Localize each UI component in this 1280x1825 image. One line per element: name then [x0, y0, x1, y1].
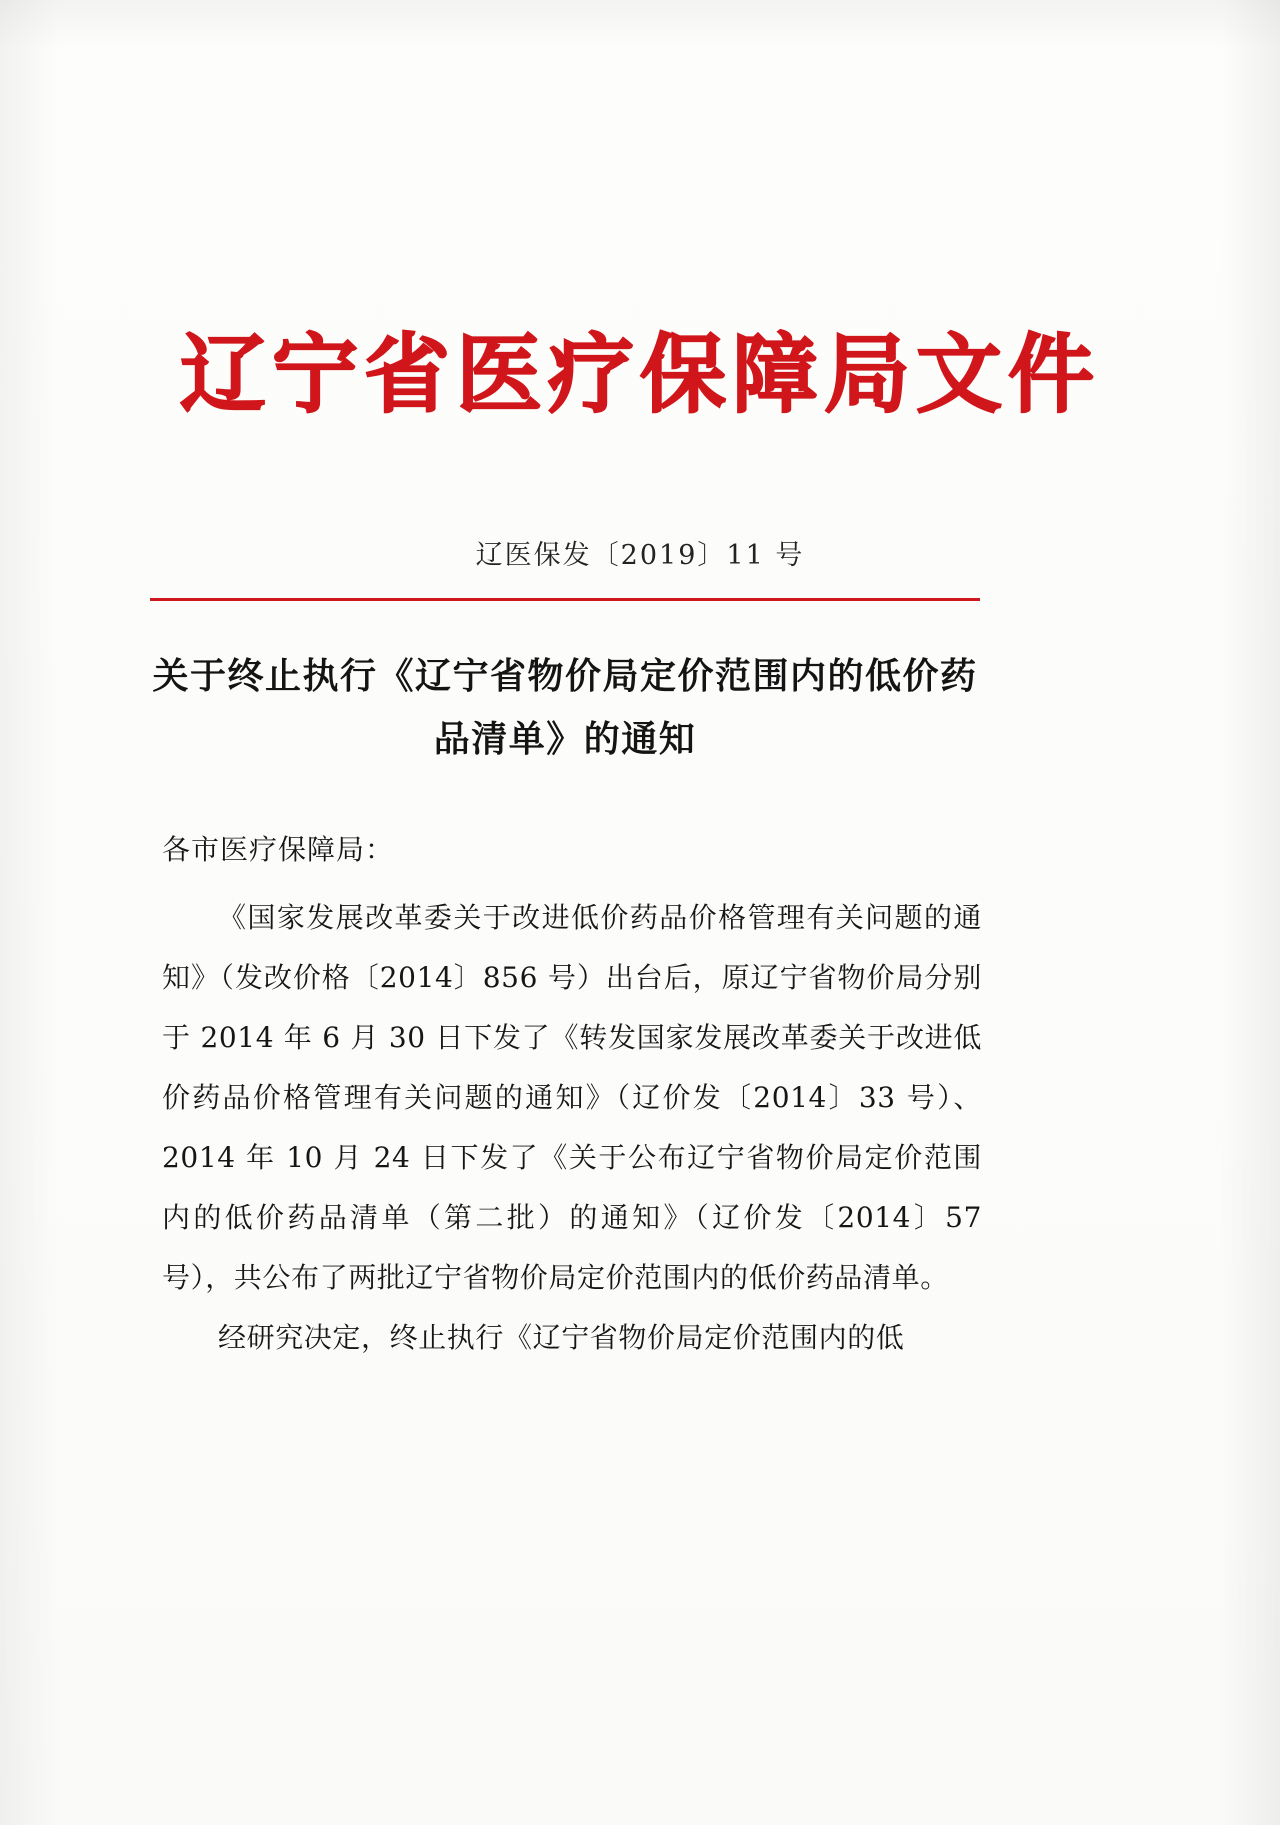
page-title: 关于终止执行《辽宁省物价局定价范围内的低价药品清单》的通知: [152, 655, 978, 760]
scan-edge-shadow-top: [0, 0, 1280, 50]
red-divider-rule: [150, 598, 980, 601]
document-number: 辽医保发〔2019〕11 号: [475, 540, 805, 571]
scan-edge-shadow-left: [0, 0, 60, 1825]
body-paragraph-1: 《国家发展改革委关于改进低价药品价格管理有关问题的通知》（发改价格〔2014〕856 号）出台后，原辽宁省物价局分别于 2014 年 6 月 30 日下发了《转发国家发展改革委关于改进低价药品价格管理有关问题的通知》（辽价发〔2014〕33 号）、2014 年 10 月 24 日下发了《关于公布辽宁省物价局定价范围内的低价药品清单（第二批）的通知》（辽价发〔2014〕57 号），共公布了两批辽宁省物价局定价范围内的低价药品清单。: [162, 901, 982, 1294]
masthead: [0, 324, 1280, 425]
document-body: [162, 888, 982, 1368]
issuing-authority-title: 辽宁省医疗保障局文件: [180, 324, 1100, 425]
salutation: 各市医疗保障局：: [162, 833, 395, 866]
body-paragraph-2: 经研究决定，终止执行《辽宁省物价局定价范围内的低: [218, 1321, 905, 1354]
scan-edge-shadow-right: [1220, 0, 1280, 1825]
